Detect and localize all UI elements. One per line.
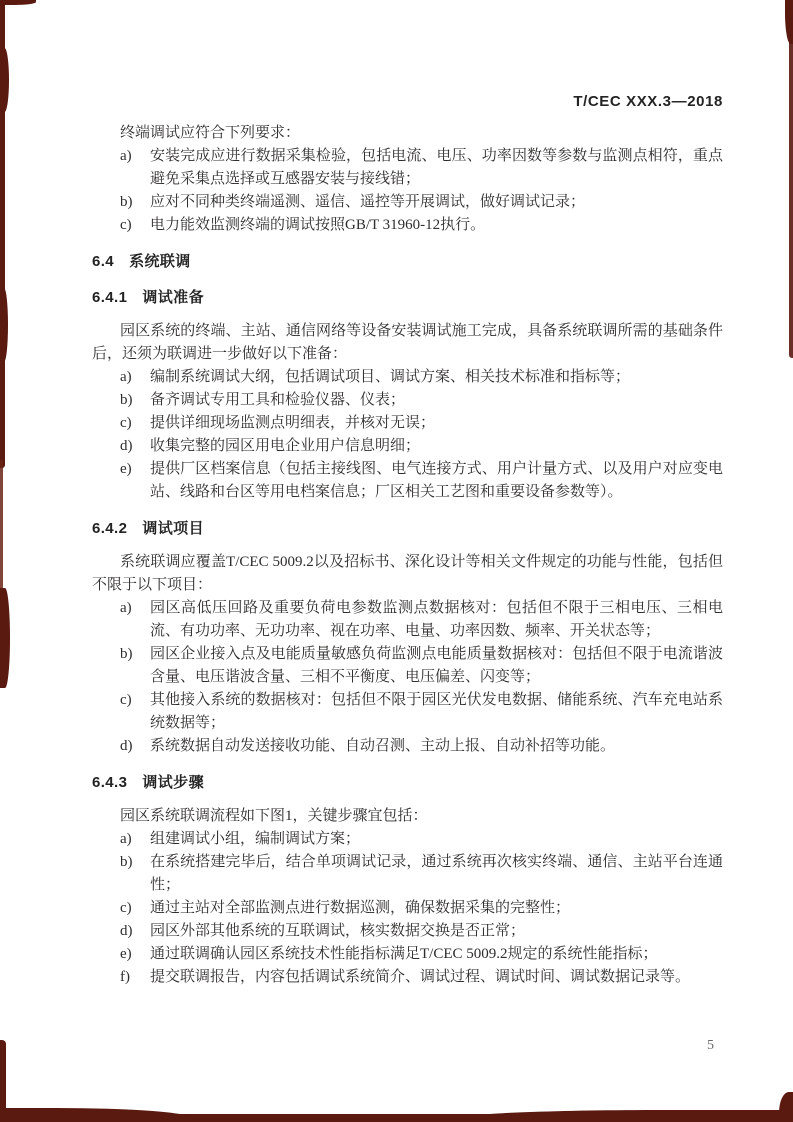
section-heading-6-4-1: [92, 286, 723, 309]
scan-artifact-left-blot-3: [0, 588, 10, 688]
list-item-text: 提交联调报告，内容包括调试系统简介、调试过程、调试时间、调试数据记录等。: [150, 969, 691, 985]
list-marker: a): [120, 148, 132, 164]
list-item: [120, 214, 723, 237]
list-item: [120, 458, 723, 504]
list-marker: c): [120, 692, 132, 708]
list-marker: b): [120, 646, 133, 662]
list-item-text: 备齐调试专用工具和检验仪器、仪表；: [150, 392, 406, 408]
list-item-text: 提供厂区档案信息（包括主接线图、电气连接方式、用户计量方式、以及用户对应变电站、线路和台区等用电档案信息；厂区相关工艺图和重要设备参数等）。: [150, 461, 723, 500]
section-paragraph: 园区系统联调流程如下图1，关键步骤宜包括：: [120, 808, 428, 824]
list-item: [120, 920, 723, 943]
section-6-4-1-list: [92, 366, 723, 504]
section-heading-6-4: [92, 250, 723, 273]
list-marker: c): [120, 415, 132, 431]
list-item: [120, 145, 723, 191]
list-item-text: 通过联调确认园区系统技术性能指标满足T/CEC 5009.2规定的系统性能指标；: [150, 946, 658, 962]
list-item-text: 系统数据自动发送接收功能、自动召测、主动上报、自动补招等功能。: [150, 738, 616, 754]
list-item: [120, 966, 723, 989]
list-item: [120, 643, 723, 689]
scan-artifact-right-blot: [785, 0, 793, 44]
list-item-text: 园区企业接入点及电能质量敏感负荷监测点电能质量数据核对：包括但不限于电流谐波含量、电压谐波含量、三相不平衡度、电压偏差、闪变等；: [150, 646, 723, 685]
intro-lead: 终端调试应符合下列要求：: [120, 125, 301, 141]
list-item: [120, 366, 723, 389]
document-code: T/CEC XXX.3—2018: [573, 93, 723, 110]
list-item-text: 通过主站对全部监测点进行数据巡测，确保数据采集的完整性；: [150, 900, 571, 916]
list-marker: b): [120, 194, 133, 210]
list-item: [120, 828, 723, 851]
scan-artifact-right-strip: [789, 0, 793, 358]
section-number: 6.4.1: [92, 289, 128, 306]
list-item-text: 电力能效监测终端的调试按照GB/T 31960-12执行。: [150, 217, 486, 233]
page-number: 5: [707, 1038, 714, 1053]
list-item-text: 园区外部其他系统的互联调试，核实数据交换是否正常；: [150, 923, 526, 939]
list-item-text: 提供详细现场监测点明细表，并核对无误；: [150, 415, 436, 431]
list-item-text: 其他接入系统的数据核对：包括但不限于园区光伏发电数据、储能系统、汽车充电站系统数据等；: [150, 692, 723, 731]
list-item: [120, 597, 723, 643]
list-marker: d): [120, 438, 133, 454]
list-marker: c): [120, 900, 132, 916]
section-title: 调试准备: [142, 289, 204, 306]
list-marker: a): [120, 831, 132, 847]
section-6-4-3-list: [92, 828, 723, 989]
list-marker: f): [120, 969, 130, 985]
section-heading-6-4-2: [92, 517, 723, 540]
section-title: 调试项目: [142, 520, 204, 537]
list-item-text: 在系统搭建完毕后，结合单项调试记录，通过系统再次核实终端、通信、主站平台连通性；: [150, 854, 723, 893]
list-item: [120, 897, 723, 920]
scan-artifact-bottom-left: [0, 1108, 190, 1122]
list-marker: d): [120, 923, 133, 939]
list-item-text: 园区高低压回路及重要负荷电参数监测点数据核对：包括但不限于三相电压、三相电流、有功功率、无功功率、视在功率、电量、功率因数、频率、开关状态等；: [150, 600, 723, 639]
list-item-text: 编制系统调试大纲，包括调试项目、调试方案、相关技术标准和指标等；: [150, 369, 631, 385]
list-item: [120, 435, 723, 458]
section-number: 6.4: [92, 253, 115, 270]
list-item-text: 组建调试小组，编制调试方案；: [150, 831, 361, 847]
list-marker: c): [120, 217, 132, 233]
list-item-text: 应对不同种类终端遥测、遥信、遥控等开展调试，做好调试记录；: [150, 194, 586, 210]
section-title: 系统联调: [129, 253, 191, 270]
section-number: 6.4.3: [92, 774, 128, 791]
list-item: [120, 943, 723, 966]
list-item: [120, 191, 723, 214]
list-item: [120, 389, 723, 412]
list-item: [120, 851, 723, 897]
list-marker: e): [120, 946, 132, 962]
section-title: 调试步骤: [142, 774, 204, 791]
section-6-4-2-list: [92, 597, 723, 758]
scan-artifact-bottom-right: [470, 1110, 793, 1122]
scan-artifact-top-left: [0, 0, 36, 5]
list-marker: d): [120, 738, 133, 754]
list-marker: b): [120, 854, 133, 870]
scan-artifact-corner-br: [779, 1092, 793, 1122]
list-item: [120, 735, 723, 758]
list-marker: e): [120, 461, 132, 477]
intro-list: [92, 145, 723, 237]
document-body: [92, 122, 723, 989]
scan-artifact-left-blot-2: [0, 288, 8, 362]
list-item-text: 安装完成应进行数据采集检验，包括电流、电压、功率因数等参数与监测点相符，重点避免采集点选择或互感器安装与接线错；: [150, 148, 723, 187]
list-marker: a): [120, 600, 132, 616]
list-item-text: 收集完整的园区用电企业用户信息明细；: [150, 438, 421, 454]
list-marker: a): [120, 369, 132, 385]
section-paragraph: 园区系统的终端、主站、通信网络等设备安装调试施工完成，具备系统联调所需的基础条件后，还须为联调进一步做好以下准备：: [92, 323, 723, 362]
list-marker: b): [120, 392, 133, 408]
list-item: [120, 412, 723, 435]
section-number: 6.4.2: [92, 520, 128, 537]
section-paragraph: 系统联调应覆盖T/CEC 5009.2以及招标书、深化设计等相关文件规定的功能与性能，包括但不限于以下项目：: [92, 554, 723, 593]
section-heading-6-4-3: [92, 771, 723, 794]
list-item: [120, 689, 723, 735]
scan-artifact-left-blot-1: [0, 48, 9, 112]
